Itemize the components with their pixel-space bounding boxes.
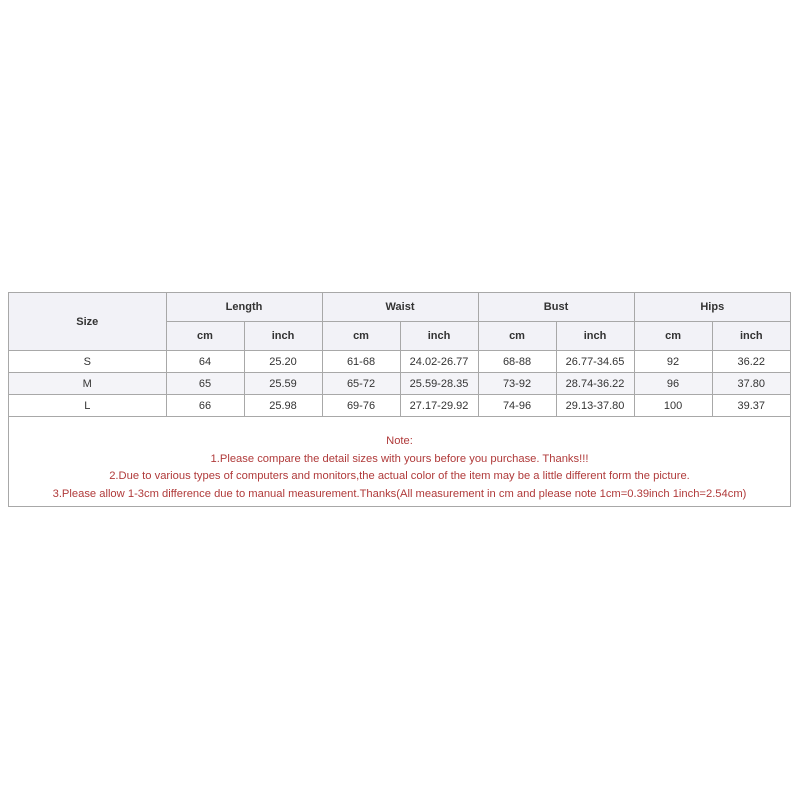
note-title: Note: (386, 435, 413, 447)
size-cell: L (9, 395, 166, 417)
unit-header: inch (712, 322, 790, 351)
size-cell: S (9, 351, 166, 373)
unit-header: cm (322, 322, 400, 351)
note-line: 3.Please allow 1-3cm difference due to manual measurement.Thanks(All measurement in cm and please note 1cm=0.39inch 1inch=2.54cm) (52, 487, 747, 500)
table-cell: 65 (166, 373, 244, 395)
table-cell: 36.22 (712, 351, 790, 373)
table-cell: 73-92 (478, 373, 556, 395)
table-cell: 96 (634, 373, 712, 395)
table-cell: 92 (634, 351, 712, 373)
table-cell: 26.77-34.65 (556, 351, 634, 373)
unit-header: inch (556, 322, 634, 351)
table-cell: 29.13-37.80 (556, 395, 634, 417)
unit-header: cm (478, 322, 556, 351)
table-cell: 25.98 (244, 395, 322, 417)
group-header-row (9, 293, 790, 322)
table-cell: 25.20 (244, 351, 322, 373)
table-cell: 37.80 (712, 373, 790, 395)
note-line: 1.Please compare the detail sizes with yours before you purchase. Thanks!!! (210, 452, 589, 465)
unit-header: cm (634, 322, 712, 351)
size-chart (8, 292, 791, 507)
table-cell: 65-72 (322, 373, 400, 395)
hips-header: Hips (634, 293, 790, 322)
size-table (9, 293, 790, 417)
table-cell: 39.37 (712, 395, 790, 417)
table-cell: 25.59-28.35 (400, 373, 478, 395)
note-line: 2.Due to various types of computers and monitors,the actual color of the item may be a little different form the picture. (109, 470, 690, 482)
table-cell: 69-76 (322, 395, 400, 417)
bust-header: Bust (478, 293, 634, 322)
table-cell: 66 (166, 395, 244, 417)
unit-header: inch (400, 322, 478, 351)
size-cell: M (9, 373, 166, 395)
table-row (9, 373, 790, 395)
table-cell: 64 (166, 351, 244, 373)
table-cell: 28.74-36.22 (556, 373, 634, 395)
table-cell: 74-96 (478, 395, 556, 417)
table-cell: 100 (634, 395, 712, 417)
waist-header: Waist (322, 293, 478, 322)
table-cell: 68-88 (478, 351, 556, 373)
size-header: Size (9, 293, 166, 351)
notes-section (9, 433, 790, 503)
length-header: Length (166, 293, 322, 322)
table-row (9, 395, 790, 417)
table-cell: 61-68 (322, 351, 400, 373)
table-row (9, 351, 790, 373)
unit-header: inch (244, 322, 322, 351)
table-cell: 27.17-29.92 (400, 395, 478, 417)
table-cell: 25.59 (244, 373, 322, 395)
unit-header: cm (166, 322, 244, 351)
table-cell: 24.02-26.77 (400, 351, 478, 373)
